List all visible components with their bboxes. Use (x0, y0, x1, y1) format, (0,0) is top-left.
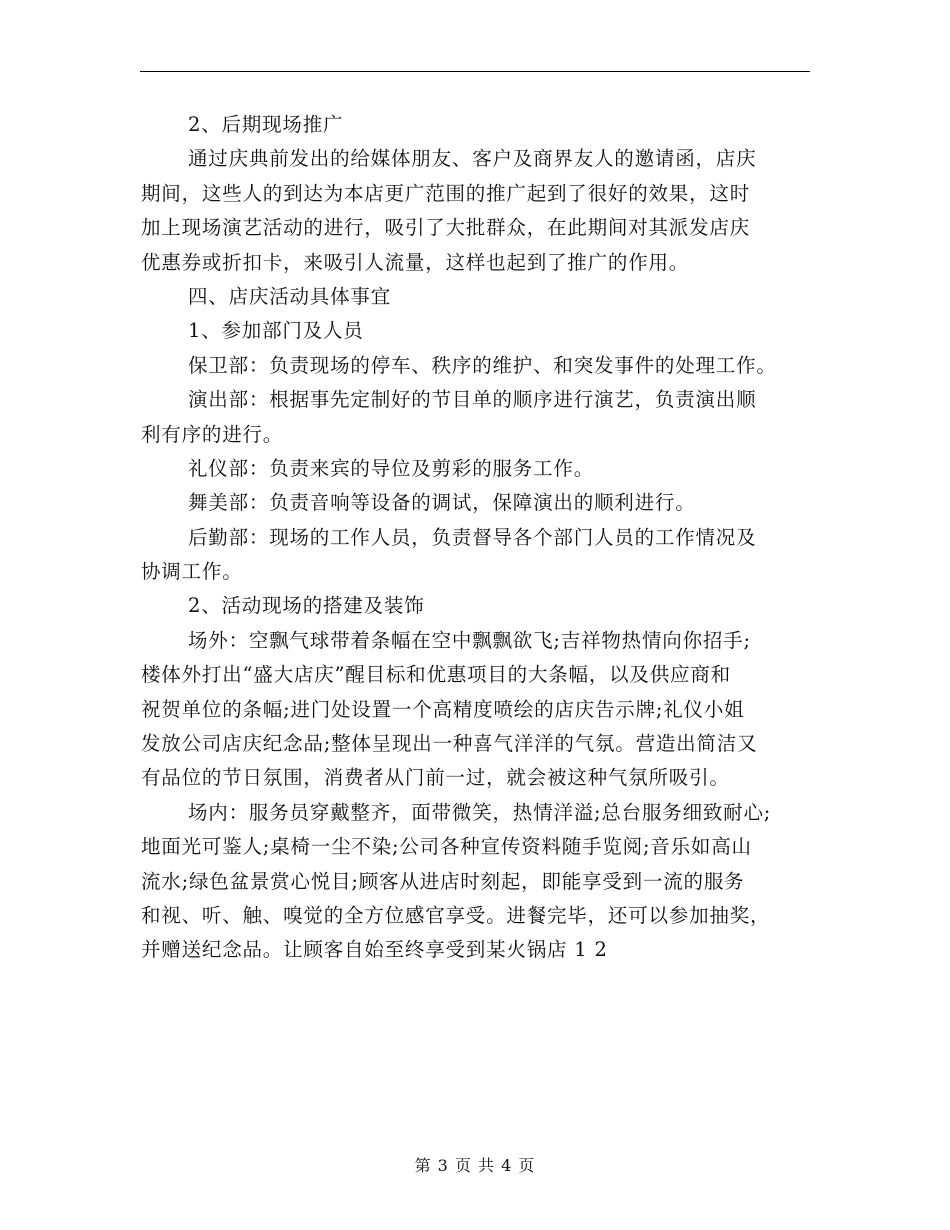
text-line: 通过庆典前发出的给媒体朋友、客户及商界友人的邀请函，店庆 (188, 147, 757, 171)
text-line: 保卫部：负责现场的停车、秩序的维护、和突发事件的处理工作。 (188, 353, 777, 377)
text-line: 1、参加部门及人员 (188, 319, 364, 343)
text-line: 和视、听、触、嗅觉的全方位感官享受。进餐完毕，还可以参加抽奖， (141, 903, 771, 927)
text-line: 期间，这些人的到达为本店更广范围的推广起到了很好的效果，这时 (141, 181, 751, 205)
text-line: 祝贺单位的条幅;进门处设置一个高精度喷绘的店庆告示牌;礼仪小姐 (141, 697, 745, 721)
text-line: 协调工作。 (141, 560, 243, 584)
text-line: 并赠送纪念品。让顾客自始至终享受到某火锅店 1 2 (141, 938, 608, 962)
text-line: 优惠券或折扣卡，来吸引人流量，这样也起到了推广的作用。 (141, 250, 690, 274)
text-line: 地面光可鉴人;桌椅一尘不染;公司各种宣传资料随手览阅;音乐如高山 (141, 835, 752, 859)
text-line: 四、店庆活动具体事宜 (188, 284, 392, 308)
text-line: 场外：空飘气球带着条幅在空中飘飘欲飞;吉祥物热情向你招手; (188, 628, 751, 652)
text-line: 加上现场演艺活动的进行，吸引了大批群众，在此期间对其派发店庆 (141, 216, 751, 240)
text-line: 楼体外打出“盛大店庆”醒目标和优惠项目的大条幅，以及供应商和 (141, 663, 731, 687)
header-rule (140, 71, 810, 72)
text-line: 流水;绿色盆景赏心悦目;顾客从进店时刻起，即能享受到一流的服务 (141, 869, 745, 893)
text-line: 发放公司店庆纪念品;整体呈现出一种喜气洋洋的气氛。营造出简洁又 (141, 732, 758, 756)
page-footer: 第 3 页 共 4 页 (414, 1156, 536, 1175)
text-line: 舞美部：负责音响等设备的调试，保障演出的顺利进行。 (188, 491, 696, 515)
text-line: 礼仪部：负责来宾的导位及剪彩的服务工作。 (188, 456, 595, 480)
text-line: 利有序的进行。 (141, 422, 284, 446)
text-line: 2、后期现场推广 (188, 113, 344, 136)
text-line: 场内：服务员穿戴整齐，面带微笑，热情洋溢;总台服务细致耐心; (188, 800, 772, 824)
text-line: 演出部：根据事先定制好的节目单的顺序进行演艺，负责演出顺 (188, 388, 757, 412)
text-line: 后勤部：现场的工作人员，负责督导各个部门人员的工作情况及 (188, 525, 757, 549)
text-line: 2、活动现场的搭建及装饰 (188, 594, 425, 618)
document-body (141, 108, 813, 968)
text-line: 有品位的节日氛围，消费者从门前一过，就会被这种气氛所吸引。 (141, 766, 730, 790)
